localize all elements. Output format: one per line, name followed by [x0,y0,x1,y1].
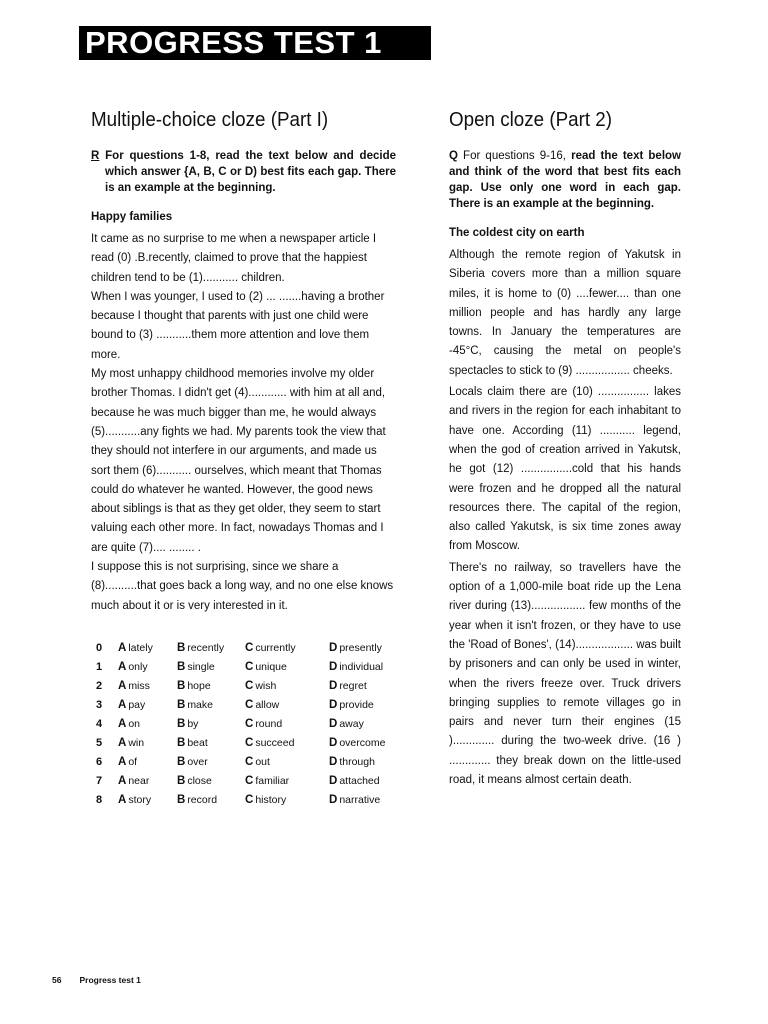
option-letter: D [329,698,338,711]
option-letter: D [329,736,338,749]
question-number: 1 [96,660,103,673]
question-number: 2 [96,679,103,692]
option-letter: D [329,660,338,673]
option-letter: A [118,641,127,654]
section-heading-part1: Multiple-choice cloze (Part I) [91,109,329,131]
option-a [118,733,177,752]
option-letter: C [245,793,254,806]
option-word: overcome [339,736,386,749]
option-a [118,695,177,714]
page-footer [52,975,159,985]
option-word: currently [255,641,296,654]
option-c [245,733,329,752]
option-letter: A [118,736,127,749]
option-letter: C [245,660,254,673]
option-letter: D [329,793,338,806]
option-row [96,733,406,752]
option-letter: A [118,717,127,730]
option-word: lately [128,641,153,654]
option-letter: C [245,717,254,730]
instruction-text: For questions 1-8, read the text below and decide which answer {A, B, C or D) best fits each gap. There is an example at the beginning. [99,150,396,194]
option-letter: C [245,641,254,654]
paragraph: When I was younger, I used to (2) ... .......having a brother because I thought that parents with just one child were bound to (3) ...........them more attention and love them more. [91,290,385,361]
option-word: make [187,698,213,711]
option-letter: D [329,774,338,787]
option-c [245,657,329,676]
instruction-marker: R [91,150,100,162]
option-word: close [187,774,212,787]
option-b [177,695,245,714]
option-word: wish [255,679,277,692]
answer-options-table [96,638,406,809]
option-row [96,771,406,790]
option-b [177,657,245,676]
option-word: pay [128,698,146,711]
question-number: 5 [96,736,103,749]
option-letter: B [177,717,186,730]
paragraph: Locals claim there are (10) ................ lakes and rivers in the region for each inhabitant to have one. According (11) ........... legend, when the god of creation arrived in Yakutsk, he got (12) ................cold that his hands were frozen and he dropped all the natural resources there. The capital of the region, also called Yakutsk, is six time zones away from Moscow. [449,386,681,553]
option-d [329,657,406,676]
instructions-part1 [91,148,396,196]
option-b [177,752,245,771]
footer-label: Progress test 1 [79,975,141,985]
multiple-choice-section [91,108,396,616]
option-letter: A [118,755,127,768]
instruction-nums: 9-16, [539,150,566,162]
option-word: win [128,736,145,749]
option-word: near [128,774,150,787]
option-c [245,714,329,733]
option-word: attached [339,774,380,787]
question-number: 6 [96,755,103,768]
option-word: only [128,660,148,673]
option-b [177,733,245,752]
option-a [118,676,177,695]
option-word: by [187,717,199,730]
option-letter: A [118,679,127,692]
instruction-post: read the text below and think of the word that best fits each gap. Use only one word in each gap. There is an example at the beginning. [449,150,681,210]
option-d [329,695,406,714]
instruction-marker: Q [449,150,458,162]
option-word: of [128,755,138,768]
option-row [96,695,406,714]
option-row [96,790,406,809]
option-word: allow [255,698,280,711]
option-b [177,638,245,657]
option-d [329,752,406,771]
option-word: round [255,717,283,730]
instructions-part2 [449,148,681,212]
option-letter: A [118,793,127,806]
paragraph: There's no railway, so travellers have the option of a 1,000-mile boat ride up the Lena river during (13)................. few months of the year when it isn't frozen, or they have to use the 'Road of Bones', (14).................. was built by prisoners and can only be used in winter, when the rivers freeze over. Truck drivers bringing supplies to remote villages go in pairs and never turn their engines (15 )............. during the two-week drive. (16 ) ............. they break down on the little-used road, it means almost certain death. [449,561,681,787]
option-d [329,771,406,790]
option-d [329,714,406,733]
option-row [96,638,406,657]
option-d [329,638,406,657]
option-word: individual [339,660,384,673]
option-word: narrative [339,793,381,806]
option-row [96,752,406,771]
option-letter: B [177,736,186,749]
option-letter: A [118,660,127,673]
option-letter: C [245,755,254,768]
option-letter: B [177,698,186,711]
option-row [96,714,406,733]
option-a [118,790,177,809]
option-word: hope [187,679,211,692]
option-word: story [128,793,152,806]
option-letter: C [245,774,254,787]
paragraph: I suppose this is not surprising, since we share a (8)..........that goes back a long way, and no one else knows much about it or is very interested in it. [91,561,394,612]
paragraph: Although the remote region of Yakutsk in Siberia covers more than a million square miles, it is home to (0) ....fewer.... than one million people and has hardly any large towns. In January the temperatures are -45°C, causing the metal on people's spectacles to stick to (9) ................. cheeks. [449,249,681,377]
option-letter: D [329,755,338,768]
option-word: regret [339,679,367,692]
section-heading-part2: Open cloze (Part 2) [449,109,613,131]
option-letter: B [177,793,186,806]
option-letter: D [329,679,338,692]
option-word: on [128,717,140,730]
option-a [118,657,177,676]
option-word: over [187,755,208,768]
option-letter: C [245,698,254,711]
option-word: succeed [255,736,295,749]
paragraph: It came as no surprise to me when a newspaper article I read (0) .B.recently, claimed to prove that the happiest children tend to be (1)........... children. [91,233,377,284]
question-number: 7 [96,774,103,787]
option-letter: C [245,736,254,749]
option-letter: A [118,774,127,787]
option-word: provide [339,698,374,711]
option-c [245,638,329,657]
page-number: 56 [52,975,62,985]
option-a [118,771,177,790]
option-d [329,790,406,809]
option-word: miss [128,679,150,692]
option-word: through [339,755,375,768]
option-c [245,695,329,714]
option-word: record [187,793,218,806]
option-letter: A [118,698,127,711]
option-letter: C [245,679,254,692]
option-d [329,733,406,752]
option-a [118,752,177,771]
option-d [329,676,406,695]
paragraph: My most unhappy childhood memories involve my older brother Thomas. I didn't get (4)............ with him at all and, because he was much bigger than me, he would always (5)...........any fights we had. My parents took the view that they should not interfere in our arguments, and made us sort them (6)........... ourselves, which meant that Thomas could do whatever he wanted. However, the good news about siblings is that as they get older, they seem to start valuing each other more. In fact, nowadays Thomas and I are quite (7).... ........ . [91,368,386,554]
option-c [245,790,329,809]
option-word: recently [187,641,225,654]
option-c [245,771,329,790]
text-title: The coldest city on earth [449,227,585,239]
option-letter: D [329,641,338,654]
option-c [245,752,329,771]
option-word: away [339,717,364,730]
option-b [177,771,245,790]
question-number: 4 [96,717,103,730]
option-row [96,657,406,676]
option-letter: B [177,755,186,768]
option-letter: B [177,660,186,673]
instruction-pre: For questions [457,150,540,162]
option-word: unique [255,660,287,673]
option-letter: B [177,774,186,787]
option-b [177,676,245,695]
option-word: beat [187,736,208,749]
question-number: 3 [96,698,103,711]
option-c [245,676,329,695]
option-word: history [255,793,287,806]
option-row [96,676,406,695]
option-letter: B [177,641,186,654]
option-a [118,714,177,733]
option-b [177,714,245,733]
page-title: PROGRESS TEST 1 [79,26,431,60]
question-number: 0 [96,641,103,654]
option-letter: D [329,717,338,730]
text-title: Happy families [91,211,173,223]
option-a [118,638,177,657]
option-word: presently [339,641,382,654]
option-word: out [255,755,270,768]
option-letter: B [177,679,186,692]
option-b [177,790,245,809]
open-cloze-section [449,108,681,792]
option-word: single [187,660,215,673]
option-word: familiar [255,774,290,787]
question-number: 8 [96,793,103,806]
